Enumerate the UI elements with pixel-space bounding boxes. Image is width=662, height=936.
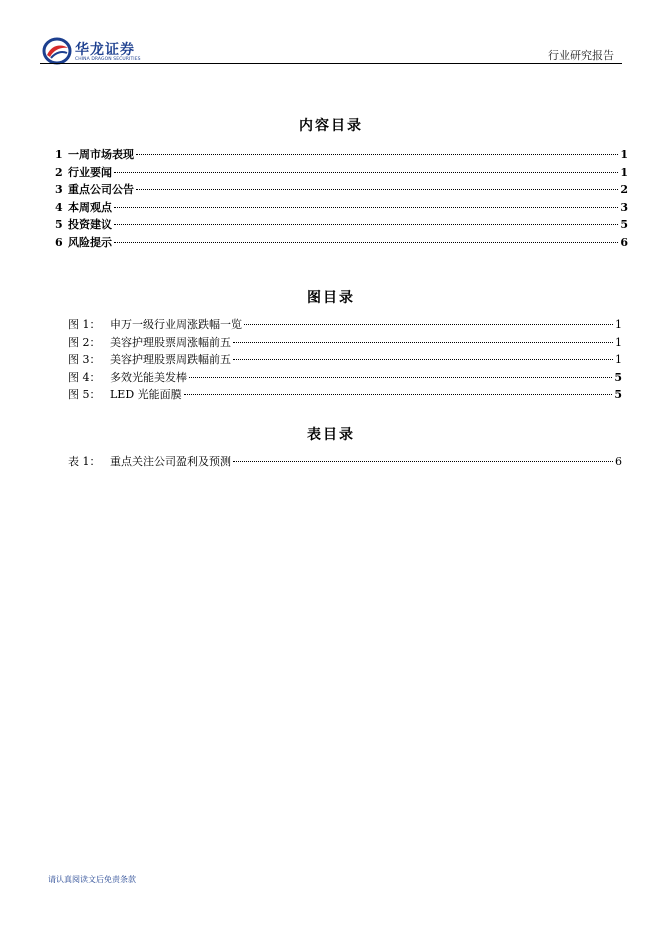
dragon-logo-icon: [42, 36, 72, 66]
toc-page: 1: [620, 165, 628, 179]
table-page: 6: [615, 455, 622, 468]
toc-number: 2: [55, 165, 63, 179]
dot-leader: [114, 207, 618, 208]
figure-page: 5: [614, 388, 622, 402]
toc-number: 1: [55, 148, 63, 161]
header-divider: [40, 63, 622, 64]
toc-label: 一周市场表现: [68, 148, 134, 161]
figure-label: 申万一级行业周涨跌幅一览: [110, 318, 242, 331]
toc-label: 重点公司公告: [68, 183, 134, 197]
figure-number: 图 2：: [68, 335, 101, 349]
report-type: 行业研究报告: [548, 49, 614, 62]
toc-page: 5: [620, 218, 628, 232]
figure-label: 多效光能美发棒: [110, 370, 187, 384]
figure-entry[interactable]: [68, 369, 622, 387]
dot-leader: [233, 342, 613, 343]
table-entry[interactable]: [68, 453, 622, 471]
figure-page: 1: [615, 318, 622, 331]
dot-leader: [244, 324, 613, 325]
toc-number: 5: [55, 218, 63, 232]
figure-page: 1: [615, 335, 622, 349]
contents-title: 内容目录: [299, 118, 363, 134]
toc-entry[interactable]: [55, 216, 628, 234]
toc-entry[interactable]: [55, 146, 628, 164]
figure-page: 1: [615, 353, 622, 367]
toc-label: 行业要闻: [68, 165, 112, 179]
toc-label: 本周观点: [68, 200, 112, 214]
table-label: 重点关注公司盈利及预测: [110, 455, 231, 468]
dot-leader: [114, 242, 618, 243]
dot-leader: [233, 359, 613, 360]
figures-title: 图目录: [307, 290, 355, 306]
toc-number: 6: [55, 235, 63, 249]
toc-page: 3: [620, 200, 628, 214]
figure-entry[interactable]: [68, 334, 622, 352]
toc-number: 4: [55, 200, 63, 214]
figure-number: 图 3：: [68, 353, 101, 367]
dot-leader: [136, 154, 618, 155]
figure-number: 图 4：: [68, 370, 101, 384]
brand-logo: [42, 36, 152, 66]
dot-leader: [184, 394, 613, 395]
dot-leader: [233, 461, 613, 462]
toc-entry[interactable]: [55, 234, 628, 252]
toc-page: 6: [620, 235, 628, 249]
toc-page: 2: [620, 183, 628, 197]
page-header: [0, 0, 662, 70]
toc-number: 3: [55, 183, 63, 197]
figure-entry[interactable]: [68, 316, 622, 334]
footer-disclaimer: 请认真阅读文后免责条款: [48, 875, 136, 884]
figure-number: 图 5：: [68, 388, 101, 402]
toc-entry[interactable]: [55, 181, 628, 199]
toc-entry[interactable]: [55, 199, 628, 217]
toc-page: 1: [620, 148, 628, 161]
table-number: 表 1：: [68, 455, 101, 468]
figure-label: 美容护理股票周涨幅前五: [110, 335, 231, 349]
dot-leader: [114, 172, 618, 173]
brand-name-cn: 华龙证券: [75, 42, 135, 58]
figure-label: 美容护理股票周跌幅前五: [110, 353, 231, 367]
toc-entry[interactable]: [55, 164, 628, 182]
toc-label: 投资建议: [68, 218, 112, 232]
figure-label: LED 光能面膜: [110, 388, 182, 402]
dot-leader: [114, 224, 618, 225]
figures-list: [68, 316, 622, 404]
dot-leader: [136, 189, 618, 190]
contents-list: [55, 146, 628, 252]
figure-entry[interactable]: [68, 386, 622, 404]
figure-number: 图 1：: [68, 318, 101, 331]
dot-leader: [189, 377, 612, 378]
figure-entry[interactable]: [68, 351, 622, 369]
brand-name-en: CHINA DRAGON SECURITIES: [75, 57, 141, 62]
figure-page: 5: [614, 370, 622, 384]
toc-label: 风险提示: [68, 235, 112, 249]
tables-list: [68, 453, 622, 471]
tables-title: 表目录: [307, 427, 355, 443]
